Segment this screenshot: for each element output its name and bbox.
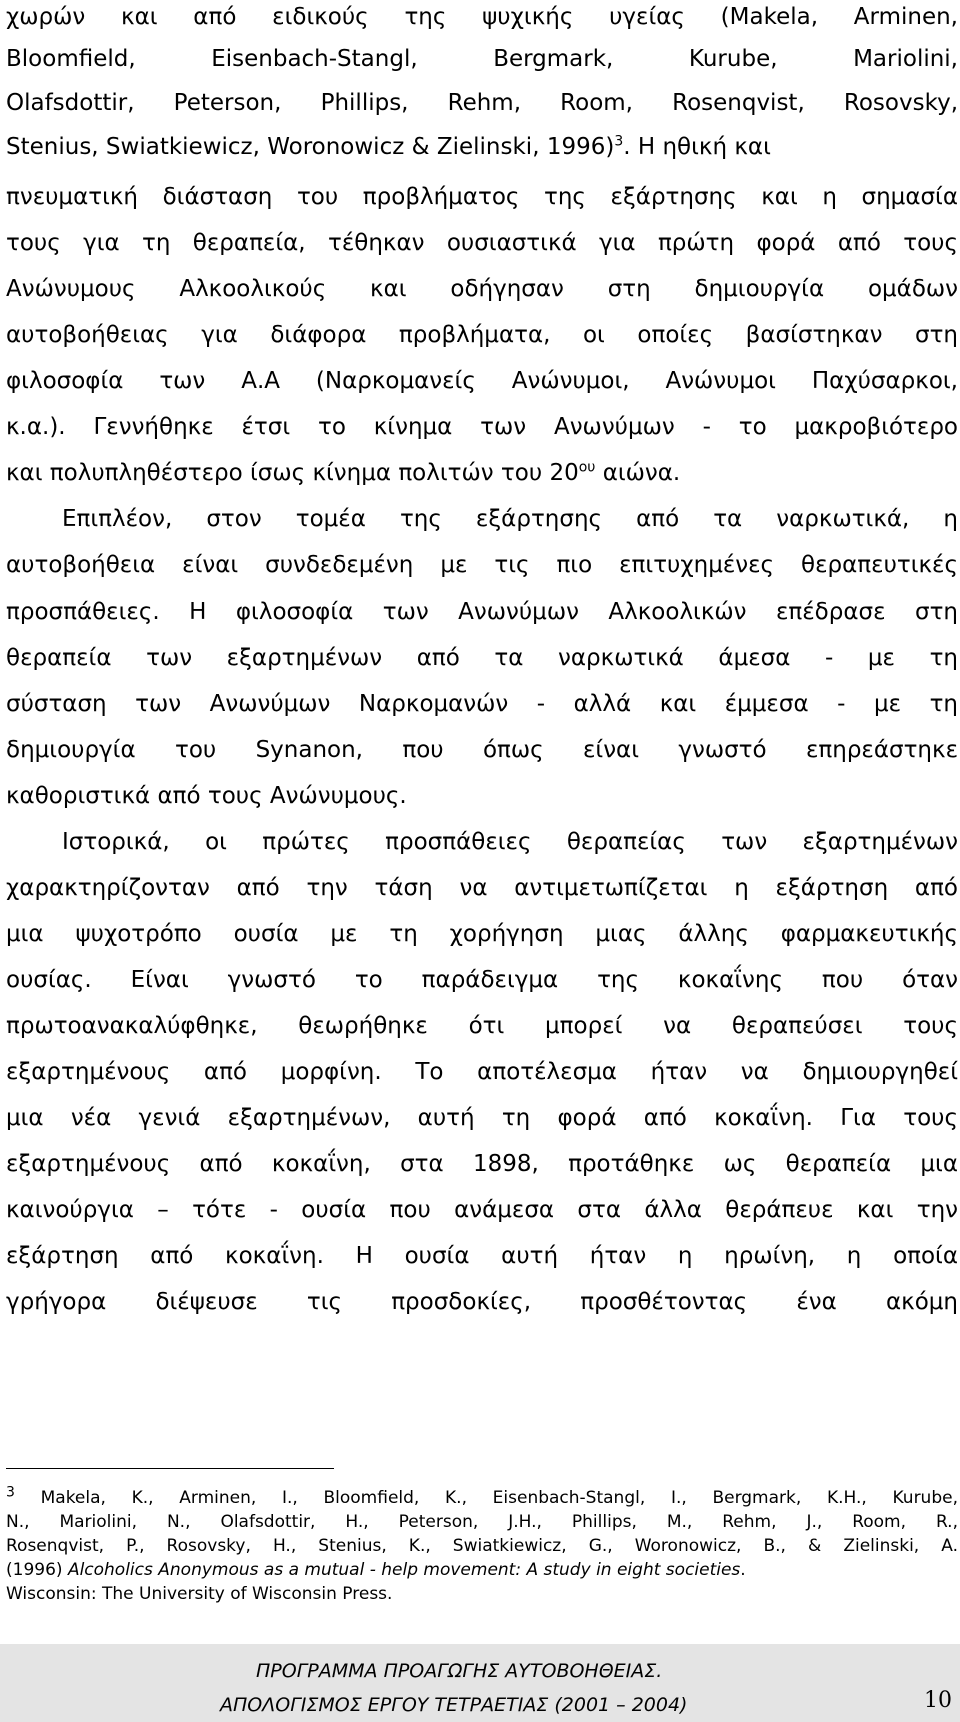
body-line: εξαρτημένους από κοκαΐνη, στα 1898, προτάθηκε ως θεραπεία μια — [6, 1151, 958, 1177]
body-line: μια νέα γενιά εξαρτημένων, αυτή τη φορά από κοκαΐνη. Για τους — [6, 1105, 958, 1131]
body-line: αυτοβοήθειας για διάφορα προβλήματα, οι οποίες βασίστηκαν στη — [6, 322, 958, 348]
footnote-text: . — [740, 1560, 746, 1580]
body-line: Bloomfield, Eisenbach-Stangl, Bergmark, Kurube, Mariolini, — [6, 46, 958, 72]
footnote-marker: 3 — [6, 1484, 15, 1501]
body-text: . Η ηθική και — [623, 134, 771, 160]
body-line: εξαρτημένους από μορφίνη. Το αποτέλεσμα ήταν να δημιουργηθεί — [6, 1059, 958, 1085]
body-line — [6, 448, 958, 498]
footnote-line: N., Mariolini, N., Olafsdottir, H., Peterson, J.H., Phillips, M., Rehm, J., Room, R., — [6, 1512, 958, 1532]
body-line: πνευματική διάσταση του προβλήματος της εξάρτησης και η σημασία — [6, 184, 958, 210]
body-text: Stenius, Swiatkiewicz, Woronowicz & Zielinski, 1996) — [6, 134, 615, 160]
footnote-ref: 3 — [614, 133, 624, 150]
body-line: γρήγορα διέψευσε τις προσδοκίες, προσθέτοντας ένα ακόμη — [6, 1289, 958, 1315]
body-line: πρωτοανακαλύφθηκε, θεωρήθηκε ότι μπορεί να θεραπεύσει τους — [6, 1013, 958, 1039]
footnote-separator — [6, 1468, 334, 1469]
body-line: Ανώνυμους Αλκοολικούς και οδήγησαν στη δημιουργία ομάδων — [6, 276, 958, 302]
body-line: τους για τη θεραπεία, τέθηκαν ουσιαστικά για πρώτη φορά από τους — [6, 230, 958, 256]
body-line: εξάρτηση από κοκαΐνη. Η ουσία αυτή ήταν η ηρωίνη, η οποία — [6, 1243, 958, 1269]
paragraph-first-line: Επιπλέον, στον τομέα της εξάρτησης από τα ναρκωτικά, η — [62, 506, 958, 532]
body-line — [6, 122, 958, 172]
body-line: δημιουργία του Synanon, που όπως είναι γνωστό επηρεάστηκε — [6, 737, 958, 763]
body-line: αυτοβοήθεια είναι συνδεδεμένη με τις πιο επιτυχημένες θεραπευτικές — [6, 552, 958, 578]
body-line: θεραπεία των εξαρτημένων από τα ναρκωτικά άμεσα - με τη — [6, 645, 958, 671]
body-text: αιώνα. — [595, 460, 681, 486]
body-line: χαρακτηρίζονταν από την τάση να αντιμετωπίζεται η εξάρτηση από — [6, 875, 958, 901]
body-line: φιλοσοφία των Α.Α (Ναρκομανείς Ανώνυμοι, Ανώνυμοι Παχύσαρκοι, — [6, 368, 958, 394]
body-line: χωρών και από ειδικούς της ψυχικής υγείας (Makela, Arminen, — [6, 4, 958, 30]
footer-program-title: ΠΡΟΓΡΑΜΜΑ ΠΡΟΑΓΩΓΗΣ ΑΥΤΟΒΟΗΘΕΙΑΣ. — [256, 1660, 663, 1682]
body-line: καθοριστικά από τους Ανώνυμους. — [6, 783, 407, 809]
body-line: ουσίας. Είναι γνωστό το παράδειγμα της κοκαΐνης που όταν — [6, 967, 958, 993]
body-line: μια ψυχοτρόπο ουσία με τη χορήγηση μιας άλλης φαρμακευτικής — [6, 921, 958, 947]
footnote-line: Wisconsin: The University of Wisconsin Press. — [6, 1584, 393, 1604]
footnote-line: Rosenqvist, P., Rosovsky, H., Stenius, K., Swiatkiewicz, G., Woronowicz, B., & Zielinski, A. — [6, 1536, 958, 1556]
page-number: 10 — [924, 1688, 952, 1713]
body-line: Olafsdottir, Peterson, Phillips, Rehm, Room, Rosenqvist, Rosovsky, — [6, 90, 958, 116]
body-line: προσπάθειες. Η φιλοσοφία των Ανωνύμων Αλκοολικών επέδρασε στη — [6, 599, 958, 625]
body-line: σύσταση των Ανωνύμων Ναρκομανών - αλλά και έμμεσα - με τη — [6, 691, 958, 717]
paragraph-first-line: Ιστορικά, οι πρώτες προσπάθειες θεραπείας των εξαρτημένων — [62, 829, 958, 855]
footnote-line — [6, 1558, 958, 1582]
footer-report-title: ΑΠΟΛΟΓΙΣΜΟΣ ΕΡΓΟΥ ΤΕΤΡΑΕΤΙΑΣ (2001 – 2004) — [220, 1694, 688, 1716]
body-text: και πολυπληθέστερο ίσως κίνημα πολιτών του 20 — [6, 460, 579, 486]
superscript: ου — [578, 459, 596, 476]
footnote-line — [6, 1486, 958, 1510]
footnote-title: Alcoholics Anonymous as a mutual - help movement: A study in eight societies — [67, 1560, 741, 1580]
body-line: κ.α.). Γεννήθηκε έτσι το κίνημα των Ανωνύμων - το μακροβιότερο — [6, 414, 958, 440]
footnote-text: Makela, K., Arminen, I., Bloomfield, K., Eisenbach-Stangl, I., Bergmark, K.H., Kurube, — [14, 1488, 958, 1508]
footnote-text: (1996) — [6, 1560, 68, 1580]
body-line: καινούργια – τότε - ουσία που ανάμεσα στα άλλα θεράπευε και την — [6, 1197, 958, 1223]
